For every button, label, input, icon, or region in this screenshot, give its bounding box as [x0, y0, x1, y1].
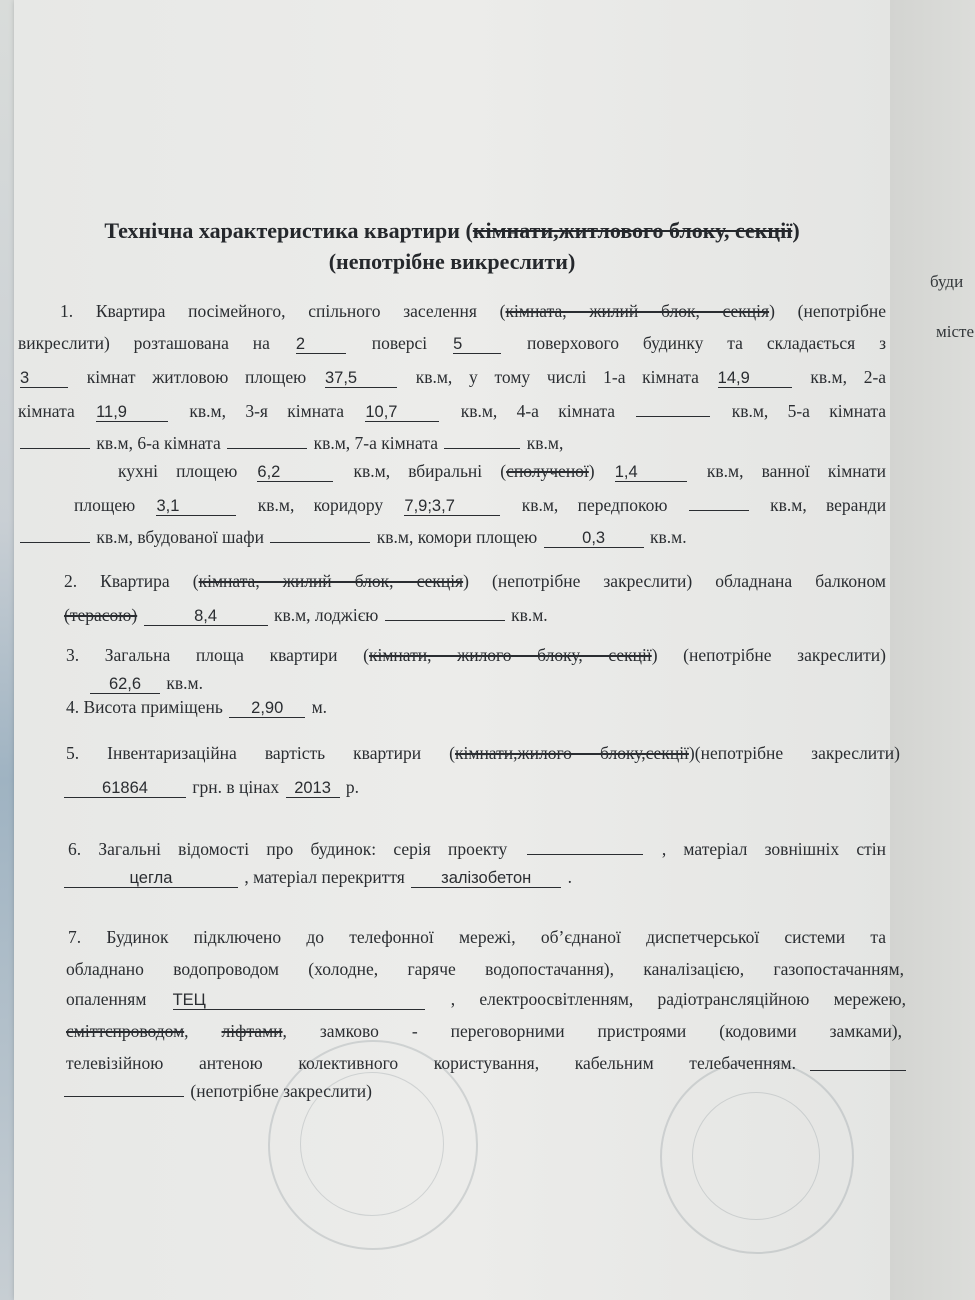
section-7-line-4: сміттєпроводом, ліфтами, замково - переговорними пристроями (кодовими замками), [66, 1021, 902, 1041]
heating-field: ТЕЦ [173, 991, 425, 1010]
total-area-field: 62,6 [90, 675, 160, 694]
section-7-line-6: (непотрібне закреслити) [62, 1078, 930, 1102]
struck-text: кімнати,жилого блоку,секції [455, 743, 689, 763]
rooms-field: 3 [20, 369, 68, 388]
section-7-line-2: обладнано водопроводом (холодне, гаряче водопостачання), каналізацією, газопостачанням, [66, 959, 904, 979]
section-1-line-8: кв.м, вбудованої шафи кв.м, комори площею 0,3 кв.м. [18, 524, 886, 548]
section-1-line-1: 1. Квартира посімейного, спільного заселення (кімната, жилий блок, секція) (непотрібне [60, 301, 886, 321]
living-area-field: 37,5 [325, 369, 397, 388]
struck-text: сміттєпроводом [66, 1021, 185, 1041]
corridor-field: 7,9;3,7 [404, 497, 500, 516]
section-5-line-2: 61864 грн. в цінах 2013 р. [62, 776, 930, 798]
struck-text: кімнати, жилого блоку, секції [368, 645, 652, 665]
section-7-line-1: 7. Будинок підключено до телефонної мережі, об’єднаної диспетчерської системи та [68, 927, 886, 947]
veranda-field [20, 524, 90, 543]
section-1-line-2: викреслити) розташована на 2 поверсі 5 поверхового будинку та складається з [18, 333, 886, 353]
storeys-field: 5 [453, 335, 501, 354]
kitchen-field: 6,2 [257, 463, 333, 482]
section-7-line-5: телевізійною антеною колективного користування, кабельним телебаченням. [66, 1053, 796, 1073]
adjacent-page-fragment: місте [936, 322, 975, 341]
room-5-field [20, 430, 90, 449]
section-1-line-7: площею 3,1 кв.м, коридору 7,9;3,7 кв.м, передпокою кв.м, веранди [74, 492, 886, 516]
struck-text: сполученої [506, 461, 589, 481]
section-1-line-6: кухні площею 6,2 кв.м, вбиральні (сполученої) 1,4 кв.м, ванної кімнати [118, 461, 886, 481]
struck-text: кімната, жилий блок, секція [198, 571, 464, 591]
section-1-line-5: кв.м, 6-а кімната кв.м, 7-а кімната кв.м, [18, 430, 886, 454]
bathroom-field: 3,1 [156, 497, 236, 516]
document-content [18, 0, 906, 1300]
room-2-field: 11,9 [96, 403, 168, 422]
section-4: 4. Висота приміщень 2,90 м. [66, 697, 328, 717]
adjacent-page-fragment: буди [930, 272, 964, 291]
room-3-field: 10,7 [365, 403, 439, 422]
blank-line [64, 1078, 184, 1097]
room-1-field: 14,9 [718, 369, 792, 388]
inventory-value-field: 61864 [64, 779, 186, 798]
background-edge [0, 0, 14, 1300]
balcony-field: 8,4 [144, 607, 268, 626]
section-3-line-1: 3. Загальна площа квартири (кімнати, жилого блоку, секції) (непотрібне закреслити) [66, 645, 886, 665]
toilet-field: 1,4 [615, 463, 687, 482]
floor-material-field: залізобетон [411, 869, 561, 888]
section-1-line-4: кімната 11,9 кв.м, 3-я кімната 10,7 кв.м, 4-а кімната кв.м, 5-а кімната [18, 398, 886, 422]
pantry-field: 0,3 [544, 529, 644, 548]
section-5-line-1: 5. Інвентаризаційна вартість квартири (кімнати,жилого блоку,секції)(непотрібне закреслити) [66, 743, 900, 763]
document-title: Технічна характеристика квартири (кімнати,житлового блоку, секції) [104, 218, 800, 243]
room-4-field [636, 398, 710, 417]
blank-line [810, 1070, 906, 1071]
loggia-field [385, 602, 505, 621]
floor-field: 2 [296, 335, 346, 354]
struck-text: ліфтами [221, 1021, 283, 1041]
section-6-line-2: цегла , матеріал перекриття залізобетон . [62, 866, 930, 888]
struck-text: (терасою) [64, 605, 138, 625]
height-field: 2,90 [229, 699, 305, 718]
wall-material-field: цегла [64, 869, 238, 888]
section-1-line-3: 3 кімнат житловою площею 37,5 кв.м, у тому числі 1-а кімната 14,9 кв.м, 2-а [20, 367, 886, 387]
document-subtitle: (непотрібне викреслити) [328, 249, 576, 274]
section-3-line-2: 62,6 кв.м. [88, 672, 956, 694]
adjacent-page [890, 0, 975, 1300]
hallway-field [689, 492, 749, 511]
section-6-line-1: 6. Загальні відомості про будинок: серія проекту , матеріал зовнішніх стін [68, 836, 886, 860]
room-7-field [444, 430, 520, 449]
room-6-field [227, 430, 307, 449]
price-year-field: 2013 [286, 779, 340, 798]
wardrobe-field [270, 524, 370, 543]
project-series-field [527, 836, 643, 855]
struck-text: кімната, жилий блок, секція [505, 301, 770, 321]
section-2-line-1: 2. Квартира (кімната, жилий блок, секція) (непотрібне закреслити) обладнана балконом [64, 571, 886, 591]
struck-text: кімнати,житлового блоку, секції [472, 218, 793, 243]
section-2-line-2: (терасою) 8,4 кв.м, лоджією кв.м. [64, 602, 886, 626]
section-7-line-3: опаленням ТЕЦ , електроосвітленням, радіотрансляційною мережею, [66, 989, 906, 1009]
